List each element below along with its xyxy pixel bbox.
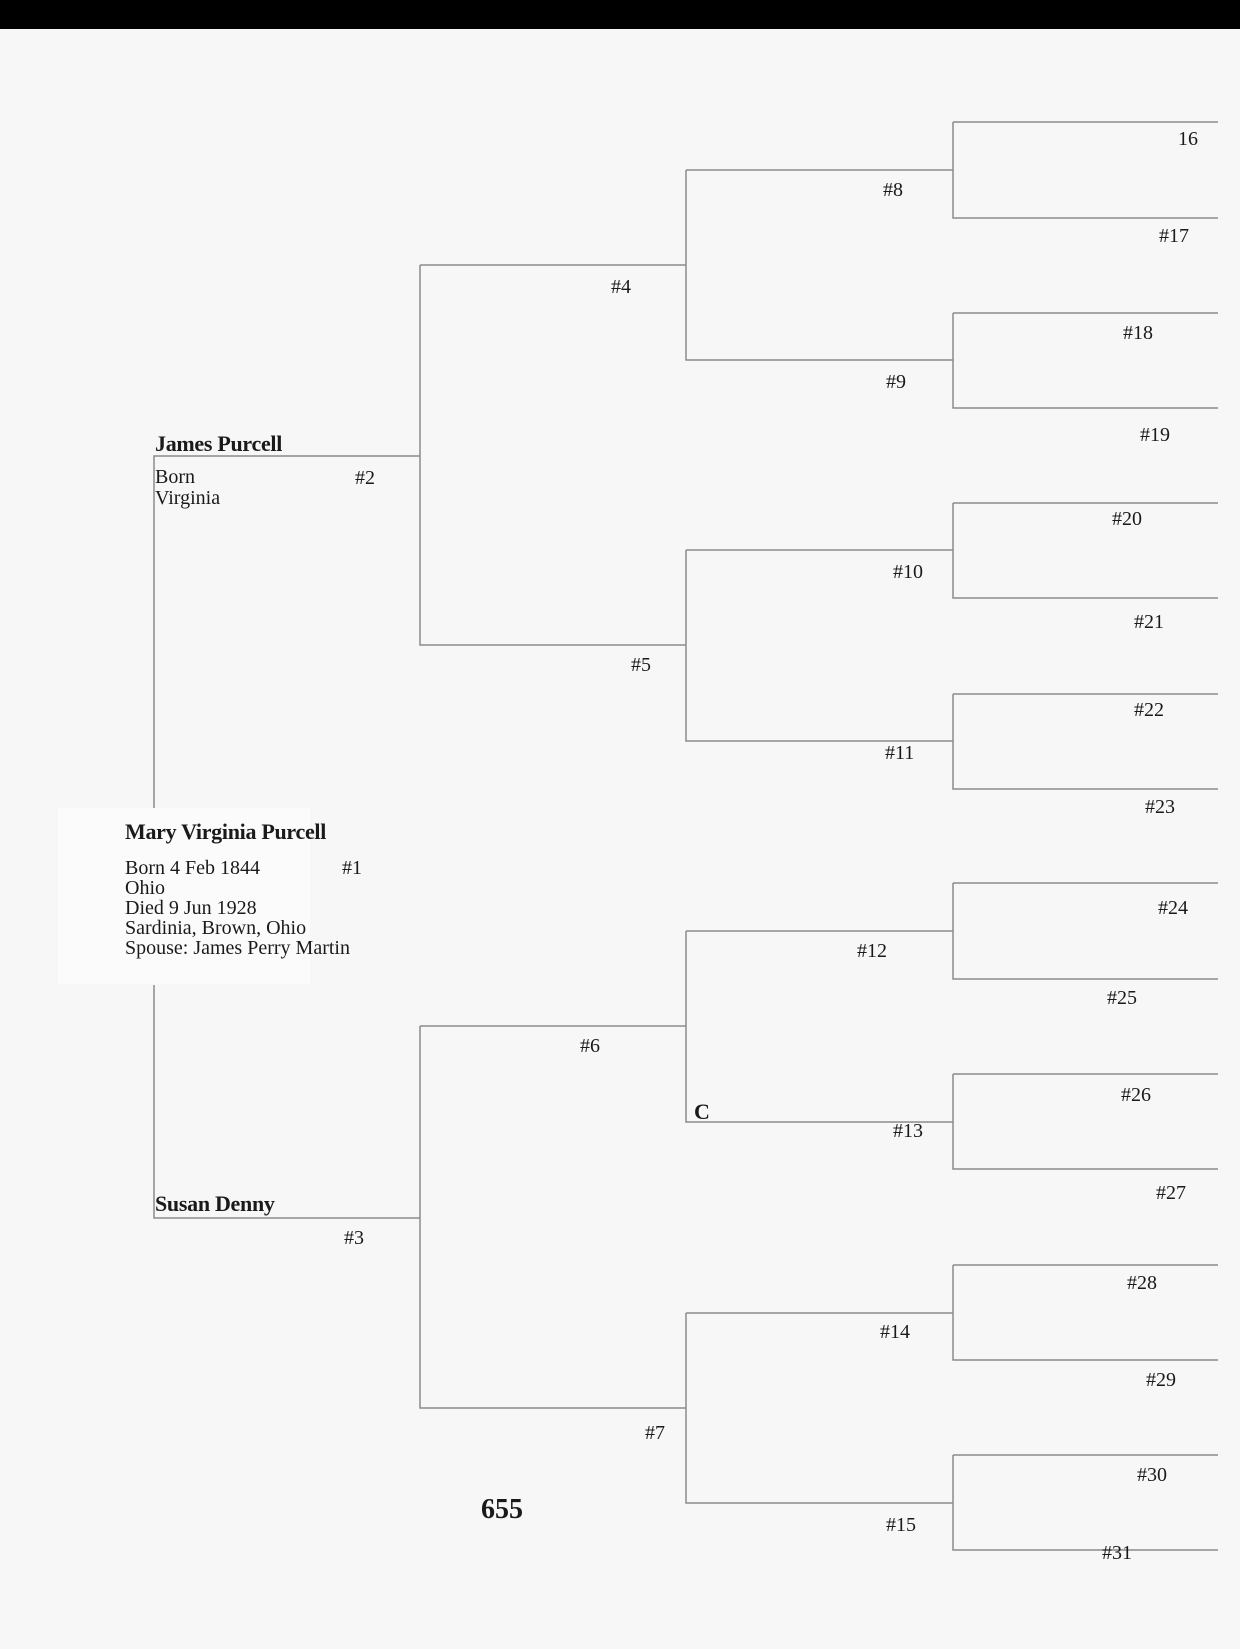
mother-name: Susan Denny	[155, 1191, 275, 1216]
connector-10-20-21	[953, 503, 1218, 598]
connector-11-22-23	[953, 694, 1218, 789]
ancestor-number-10: #10	[893, 561, 923, 583]
connector-1-3	[154, 985, 420, 1218]
connector-6-12-13	[686, 931, 953, 1122]
ancestor-number-6: #6	[580, 1035, 600, 1057]
ancestor-number-19: #19	[1140, 424, 1170, 446]
connector-15-30-31	[953, 1455, 1218, 1550]
ancestor-number-27: #27	[1156, 1182, 1186, 1204]
connector-7-14-15	[686, 1313, 953, 1503]
subject-died: Died 9 Jun 1928	[125, 897, 257, 919]
connector-13-26-27	[953, 1074, 1218, 1169]
subject-born-place: Ohio	[125, 877, 165, 899]
ancestor-number-17: #17	[1159, 225, 1189, 247]
ancestor-number-26: #26	[1121, 1084, 1151, 1106]
connector-14-28-29	[953, 1265, 1218, 1360]
subject-name: Mary Virginia Purcell	[125, 819, 327, 844]
ancestor-number-16: 16	[1178, 128, 1198, 150]
annotation-mark: C	[694, 1099, 710, 1124]
ancestor-number-7: #7	[645, 1422, 665, 1444]
ancestor-number-9: #9	[886, 371, 906, 393]
subject-died-place: Sardinia, Brown, Ohio	[125, 917, 307, 939]
ancestor-number-24: #24	[1158, 897, 1188, 919]
mother-number: #3	[344, 1227, 364, 1249]
father-born: Born	[155, 466, 195, 488]
page-number: 655	[481, 1494, 523, 1525]
subject-spouse: Spouse: James Perry Martin	[125, 937, 350, 959]
ancestor-number-31: #31	[1102, 1542, 1132, 1564]
ancestor-number-20: #20	[1112, 508, 1142, 530]
ancestor-number-13: #13	[893, 1120, 923, 1142]
ancestor-number-12: #12	[857, 940, 887, 962]
connector-3-6-7	[420, 1026, 686, 1408]
ancestor-number-28: #28	[1127, 1272, 1157, 1294]
ancestor-number-25: #25	[1107, 987, 1137, 1009]
connector-1-2	[154, 456, 420, 818]
ancestor-number-29: #29	[1146, 1369, 1176, 1391]
ancestor-number-14: #14	[880, 1321, 910, 1343]
subject-born: Born 4 Feb 1844	[125, 857, 260, 879]
connector-2-4-5	[420, 265, 686, 645]
ancestor-number-5: #5	[631, 654, 651, 676]
ancestor-number-22: #22	[1134, 699, 1164, 721]
ancestor-number-8: #8	[883, 179, 903, 201]
ancestor-number-18: #18	[1123, 322, 1153, 344]
ancestor-number-15: #15	[886, 1514, 916, 1536]
father-name: James Purcell	[155, 431, 283, 456]
ancestor-number-21: #21	[1134, 611, 1164, 633]
ancestor-number-23: #23	[1145, 796, 1175, 818]
ancestor-number-11: #11	[885, 742, 915, 764]
ancestor-number-30: #30	[1137, 1464, 1167, 1486]
connector-9-18-19	[953, 313, 1218, 408]
father-born-place: Virginia	[155, 487, 221, 509]
ancestor-number-4: #4	[611, 276, 631, 298]
father-number: #2	[355, 467, 375, 489]
subject-number: #1	[342, 857, 362, 879]
connector-4-8-9	[686, 170, 953, 360]
